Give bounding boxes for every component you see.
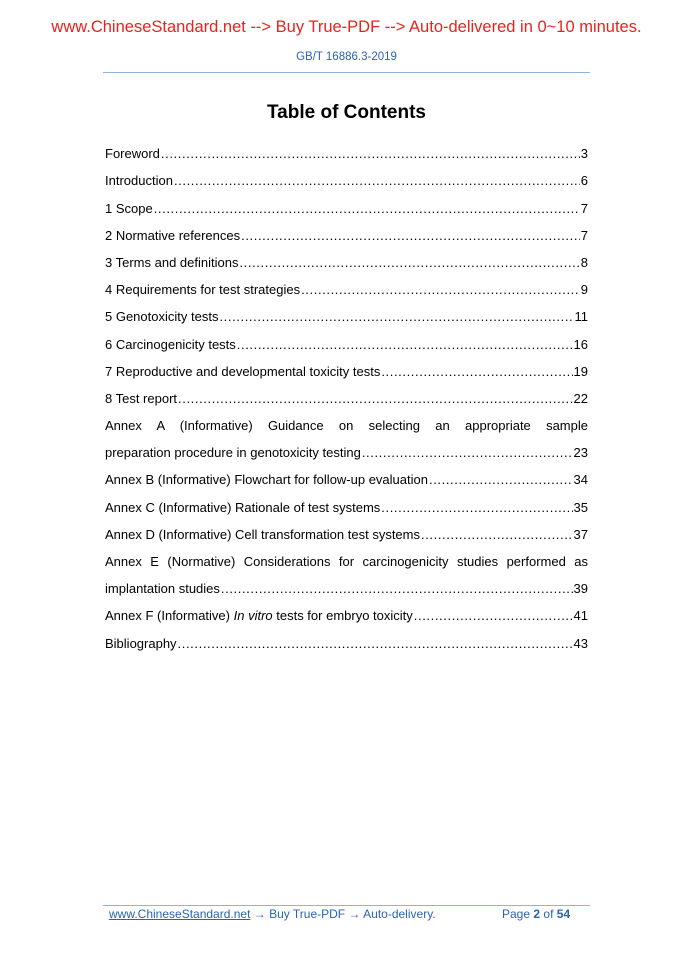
- toc-label: 5 Genotoxicity tests: [105, 309, 219, 325]
- toc-page: 11: [574, 309, 588, 325]
- toc-page: 16: [573, 336, 588, 352]
- toc-leader: [241, 228, 580, 243]
- toc-entry-annex-b[interactable]: [105, 462, 588, 489]
- toc-entry-annex-e-line2[interactable]: [105, 571, 588, 598]
- toc-leader: [381, 500, 572, 515]
- toc-leader: [301, 282, 580, 297]
- toc-leader: [219, 309, 573, 324]
- toc-label: preparation procedure in genotoxicity testing: [105, 445, 361, 461]
- toc-label: Introduction: [105, 173, 173, 189]
- page-title: Table of Contents: [266, 102, 427, 123]
- standard-code: GB/T 16886.3-2019: [296, 51, 397, 63]
- toc-leader: [178, 391, 573, 406]
- toc-entry-annex-a-line1[interactable]: [105, 408, 588, 435]
- toc-label: 8 Test report: [105, 390, 178, 406]
- toc-leader: [221, 581, 573, 596]
- delivery-text: Auto-delivery.: [363, 907, 436, 921]
- arrow-icon: →: [253, 907, 266, 921]
- toc-label: Annex C (Informative) Rationale of test systems: [105, 499, 381, 515]
- toc-leader: [174, 173, 580, 188]
- toc-page: 34: [573, 472, 588, 488]
- toc-entry-annex-e-line1[interactable]: [105, 544, 588, 571]
- page-indicator: [502, 907, 570, 921]
- toc-label: 6 Carcinogenicity tests: [105, 336, 236, 352]
- toc-label: Annex E (Normative) Considerations for carcinogenicity studies performed as: [105, 554, 588, 569]
- toc-page: 39: [573, 581, 588, 597]
- toc-page: 7: [580, 227, 588, 243]
- toc-label: Annex B (Informative) Flowchart for follow-up evaluation: [105, 472, 428, 488]
- toc-page: 19: [573, 363, 588, 379]
- toc-entry-annex-f[interactable]: [105, 598, 588, 625]
- page-current: 2: [533, 907, 541, 921]
- toc-entry-bibliography[interactable]: [105, 625, 588, 652]
- toc-entry-annex-c[interactable]: [105, 489, 588, 516]
- toc-entry-reproductive[interactable]: [105, 354, 588, 381]
- toc-page: 43: [573, 635, 588, 651]
- toc-label-suffix: tests for embryo toxicity: [272, 608, 413, 624]
- header-divider: [103, 72, 590, 73]
- toc-page: 8: [580, 254, 588, 270]
- page-label: Page: [502, 907, 531, 921]
- table-of-contents: [105, 136, 588, 653]
- toc-page: 6: [580, 173, 588, 189]
- toc-page: 23: [573, 445, 588, 461]
- toc-label: [105, 608, 413, 623]
- toc-leader: [239, 255, 579, 270]
- toc-entry-scope[interactable]: [105, 190, 588, 217]
- toc-leader: [414, 608, 573, 623]
- toc-leader: [429, 472, 573, 487]
- toc-label: 3 Terms and definitions: [105, 254, 239, 270]
- toc-label: implantation studies: [105, 581, 220, 597]
- footer-divider: [103, 905, 590, 906]
- toc-entry-introduction[interactable]: [105, 163, 588, 190]
- toc-leader: [381, 364, 572, 379]
- toc-label-italic: In vitro: [233, 608, 273, 624]
- toc-entry-annex-d[interactable]: [105, 517, 588, 544]
- toc-leader: [237, 337, 573, 352]
- toc-entry-foreword[interactable]: [105, 136, 588, 163]
- toc-leader: [161, 146, 580, 161]
- toc-entry-normative-references[interactable]: [105, 218, 588, 245]
- toc-page: 9: [580, 282, 588, 298]
- buy-pdf-text: Buy True-PDF: [269, 907, 346, 921]
- toc-entry-genotoxicity[interactable]: [105, 299, 588, 326]
- page-total: 54: [556, 907, 571, 921]
- toc-leader: [421, 527, 573, 542]
- toc-entry-requirements[interactable]: [105, 272, 588, 299]
- toc-label: 2 Normative references: [105, 227, 241, 243]
- toc-label: Foreword: [105, 146, 160, 162]
- toc-label: 1 Scope: [105, 200, 153, 216]
- toc-label: 7 Reproductive and developmental toxicity tests: [105, 363, 381, 379]
- toc-entry-test-report[interactable]: [105, 381, 588, 408]
- toc-leader: [178, 636, 573, 651]
- toc-label-prefix: Annex F (Informative): [105, 608, 234, 624]
- toc-leader: [154, 201, 580, 216]
- arrow-icon: →: [348, 907, 361, 921]
- toc-label: Annex D (Informative) Cell transformation test systems: [105, 526, 420, 542]
- toc-page: 35: [573, 499, 588, 515]
- promo-banner[interactable]: www.ChineseStandard.net --> Buy True-PDF --> Auto-delivered in 0~10 minutes.: [51, 18, 642, 36]
- toc-page: 22: [573, 390, 588, 406]
- toc-page: 41: [573, 608, 588, 624]
- toc-entry-annex-a-line2[interactable]: [105, 435, 588, 462]
- site-link[interactable]: www.ChineseStandard.net: [109, 907, 251, 921]
- toc-label: Annex A (Informative) Guidance on selecting an appropriate sample: [105, 418, 588, 434]
- footer-links: [109, 907, 436, 921]
- toc-label: 4 Requirements for test strategies: [105, 282, 301, 298]
- toc-page: 37: [573, 526, 588, 542]
- toc-leader: [362, 445, 573, 460]
- toc-page: 7: [580, 200, 588, 216]
- toc-page: 3: [580, 146, 588, 162]
- toc-entry-terms[interactable]: [105, 245, 588, 272]
- toc-label: Bibliography: [105, 635, 177, 651]
- page-of: of: [543, 907, 554, 921]
- toc-entry-carcinogenicity[interactable]: [105, 326, 588, 353]
